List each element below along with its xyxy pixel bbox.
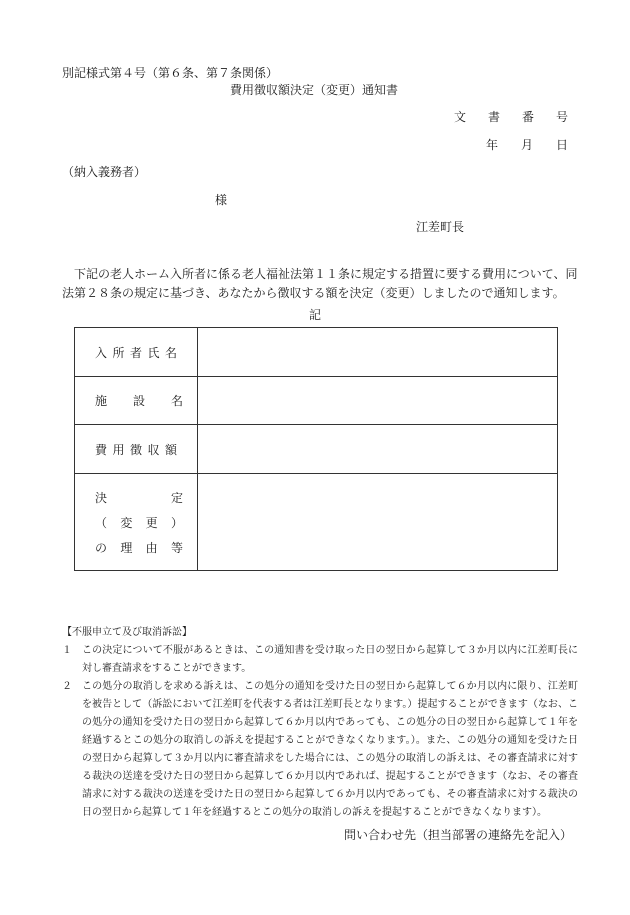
list-item xyxy=(62,642,578,678)
row-label: 費 用 徴 収 額 xyxy=(75,425,198,474)
document-number xyxy=(454,108,568,125)
row-label: 施 設 名 xyxy=(75,377,198,425)
table-row-facility-name xyxy=(75,377,558,425)
date-year-label: 年 xyxy=(486,138,499,152)
note-number: ２ xyxy=(62,681,72,692)
document-title: 費用徴収額決定（変更）通知書 xyxy=(230,83,399,97)
facility-name-value[interactable] xyxy=(198,377,558,425)
form-label: 別記様式第４号（第６条、第７条関係） xyxy=(62,66,279,80)
date-day-label: 日 xyxy=(555,138,568,152)
body-line-2: 法第２８条の規定に基づき、あなたから徴収する額を決定（変更）しましたので通知します。 xyxy=(62,286,565,300)
note-text: この処分の取消しを求める訴えは、この処分の通知を受けた日の翌日から起算して６か月以内に限り、江差町を被告として（訴訟において江差町を代表する者は江差町長となります。）提起することができます（なお、この処分の通知を受けた日の翌日から起算して６か月以内であっても、この処分の日の翌日から起算して１年を経過するとこの処分の取消しの訴えを提起することができなくなります。）。また、この処分の通知を受けた日の翌日から起算して３か月以内に審査請求をした場合には、この処分の取消しの訴えは、その審査請求に対する裁決の送達を受けた日の翌日から起算して６か月以内であれば、提起することができます（なお、その審査請求に対する裁決の送達を受けた日の翌日から起算して６か月以内であっても、その審査請求に対する裁決の日の翌日から起算して１年を経過するとこの処分の取消しの訴えを提起することができなくなります）。 xyxy=(82,681,578,818)
issuer-name: 江差町長 xyxy=(416,220,465,234)
doc-number-char: 書 xyxy=(487,110,500,124)
table-row-reason xyxy=(75,474,558,571)
ki-marker: 記 xyxy=(309,308,322,322)
recipient-honorific: 様 xyxy=(215,193,228,207)
appeal-notes xyxy=(62,624,578,822)
reason-value[interactable] xyxy=(198,474,558,571)
doc-number-char: 文 xyxy=(454,110,467,124)
issue-date xyxy=(486,136,568,153)
note-number: １ xyxy=(62,645,72,656)
notes-heading: 【不服申立て及び取消訴訟】 xyxy=(62,627,192,638)
list-item xyxy=(62,678,578,822)
doc-number-char: 番 xyxy=(521,110,534,124)
note-text: この決定について不服があるときは、この通知書を受け取った日の翌日から起算して３か月以内に江差町長に対し審査請求をすることができます。 xyxy=(82,645,578,674)
date-month-label: 月 xyxy=(520,138,533,152)
row-label: 決 定 （ 変 更 ） の 理 由 等 xyxy=(75,474,198,571)
recipient-label: （納入義務者） xyxy=(62,165,147,179)
table-row-resident-name xyxy=(75,328,558,377)
row-label: 入 所 者 氏 名 xyxy=(75,328,198,377)
body-line-1: 下記の老人ホーム入所者に係る老人福祉法第１１条に規定する措置に要する費用について、同 xyxy=(74,267,578,281)
doc-number-char: 号 xyxy=(555,110,568,124)
resident-name-value[interactable] xyxy=(198,328,558,377)
contact-info: 問い合わせ先（担当部署の連絡先を記入） xyxy=(344,828,573,842)
fee-amount-value[interactable] xyxy=(198,425,558,474)
details-table xyxy=(74,327,558,571)
table-row-fee-amount xyxy=(75,425,558,474)
